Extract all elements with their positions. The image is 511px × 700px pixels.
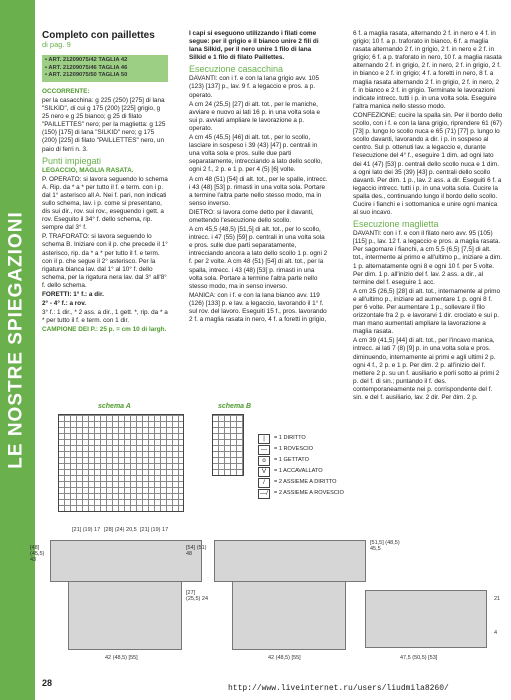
body-text: A cm 39 (41,5) [44] di alt. tot., per l'incavo manica, intrecc. ai lati 7 (8) [9] p. in una volta sola e pros. diminuendo, internamente ai primi e agli ultimi 2 p. ogni 4 f., 2 p. e 1 p. Per dim. 2 p. all'inizio del f. mettere 2 p. su un f. ausiliario e porli sotto ai primi 2 p. del f. di sin.; puntando il f. des. contemporaneamente nei p. corrispondente del f. sin. e del f. ausiliario, lav. 2 dir. Per dim. 2 p. bbox=[353, 337, 500, 402]
pattern-m3: [21] (19) 17 bbox=[140, 527, 169, 533]
article-subtitle: di pag. 9 bbox=[42, 40, 71, 49]
rovescio-icon: — bbox=[258, 445, 270, 455]
schema-b-title: schema B bbox=[218, 403, 252, 410]
body-text: A cm 45 (45,5) [46] di alt. tot., per lo scollo, lasciare in sospeso i 39 (43) [47] p. centrali in una volta sola e pros. sulle due parti separatamente, intrecciando a lato dello scollo, ogni 2 f., 2 p. e 1 p. per 4 (5) [6] volte. bbox=[189, 134, 323, 174]
body-text: 6 f. a maglia rasata, alternando 2 f. in nero e 4 f. in grigio; 10 f. a p. traforato in bianco, 6 f. a maglia rasata alternando 2 f. in grigio, 2 f. in nero e 2 f. in grigio; 6 f. a p. traforato in nero, 10 f. a maglia rasata alternando 2 f. in grigio, 2 f. in nero, 2 f. in grigio, 2 f. in bianco e 2 f. in grigio; 4 f. a foretti in nero, 8 f. a maglia rasata alternando 2 f. in grigio, 2 f. in nero, 2 f. in bianco e 2 f. in grigio. Terminate le lavorazioni indicate intrecc. tutti i p. in una volta sola. Eseguire l'altra manica nello stesso modo. bbox=[353, 30, 502, 110]
pattern-m2: [28] (24) 20,5 bbox=[104, 527, 137, 533]
pattern-neck: [54] (51) 48 bbox=[186, 545, 207, 557]
assieme-rov-icon: —/ bbox=[258, 489, 270, 499]
legend-label: = 1 ROVESCIO bbox=[274, 446, 314, 452]
legend-label: = 1 DIRITTO bbox=[274, 435, 306, 441]
campione-text: CAMPIONE DEI P.: 25 p. = cm 10 di largh. bbox=[42, 326, 167, 334]
accavallato-icon: V bbox=[258, 467, 270, 477]
legend bbox=[258, 433, 344, 499]
column-3 bbox=[353, 30, 503, 403]
schema-a-title: schema A bbox=[98, 403, 131, 410]
confezione-text: CONFEZIONE: cucire la spalla sin. Per il bordo dello scollo, con i f. e con la lana grigio, riprendere 61 (67) [73] p. lungo lo scollo nuca e 65 (71) [77] p. lungo lo scollo davanti, lavorando a dir. i p. in sospeso al centro. Sul p. ottenuti lav. a legaccio e, durante l'esecuzione del 4° f., eseguire 1 dim. ad ogni lato dei 41 (47) [53] p. centrali dello scollo nuca e 1 dim. a ogni lato dei 35 (39) [43] p. centrali dello scollo davanti. Per dim. 1 p., lav. 2 ass. a dir. Eseguiti 6 f. a legaccio intrecc. tutti i p. in una volta sola. Cucire la spalla des., continuando lungo il bordo dello scollo. Cucire i fianchi e i sottomanica e unire ogni manica al suo incavo. bbox=[353, 111, 503, 217]
intro-text: I capi si eseguono utilizzando i filati come segue: per il grigio e il bianco unire 2 fili di lana Silkid, per il nero unire 1 filo di lana Silkid e 1 filo di filato Paillettes. bbox=[189, 30, 319, 62]
davanti-text: DAVANTI: con i f. e con la lana grigio avv. 105 (123) [137] p., lav. 9 f. a legaccio e pros. a p. operato. bbox=[189, 75, 320, 99]
article-title: Completo con paillettes bbox=[42, 30, 155, 41]
footer-url[interactable]: http://www.liveinternet.ru/users/liudmila8260/ bbox=[228, 684, 449, 693]
legend-label: = 2 ASSIEME A DIRITTO bbox=[274, 479, 337, 485]
assieme-dir-icon: / bbox=[258, 478, 270, 488]
legaccio-text: LEGACCIO, MAGLIA RASATA. bbox=[42, 166, 134, 174]
manica-text: MANICA: con i f. e con la lana bianco avv. 119 (126) [133] p. e lav. a legaccio, lavorando il 1° f. sul rov. del lavoro. Eseguiti 15 f., pros. lavorando 2 f. a maglia rasata in nero, 4 f. a foretti in grigio, bbox=[189, 291, 327, 324]
p-operato-text: P. OPERATO: si lavora seguendo lo schema A. Rip. da * a * per tutto il f. e term. con i p. dal 1° asterisco all A. Nei f. pari, non indicati sullo schema, lav. i p. come si presentano, dis sui dir., rov. sui rov., eseguendo i gett. a rov. Eseguito il 34° f. dello schema, rip. sempre dal 3° f. bbox=[42, 175, 168, 232]
pattern-sleeve bbox=[365, 590, 487, 648]
body-text: A cm 48 (51) [54] di alt. tot., per le spalle, intrecc. i 43 (48) [53] p. rimasti in una volta sola. Portare a termine l'altra parte nello stesso modo, ma in senso inverso. bbox=[189, 175, 328, 207]
page-number: 28 bbox=[42, 678, 53, 688]
pattern-back-width: 42 (48,5) [55] bbox=[268, 655, 301, 661]
pattern-front-width: 42 (48,5) [55] bbox=[105, 655, 138, 661]
column-1 bbox=[42, 30, 168, 336]
sidebar-title: LE NOSTRE SPIEGAZIONI bbox=[6, 211, 28, 469]
legend-label: = 1 GETTATO bbox=[274, 457, 309, 463]
body-text: A cm 25 (26,5) [28] di alt. tot., internamente al primo e all'ultimo p., iniziare ad aumentare 1 p. ogni 8 f. per 6 volte. Per aumentare 1 p., sollevare il filo orizzontale fra 2 p. e lavorarvi 1 dir. crociato e sui p. man mano aumentati ampliare la lavorazione a maglia rasata. bbox=[353, 287, 501, 336]
pattern-sleeve-height: [51,5] (48,5) 45,5 bbox=[370, 540, 400, 552]
diritto-icon: | bbox=[258, 434, 270, 444]
davanti-text: DAVANTI: con i f. e con il filato nero avv. 95 (105) [115] p., lav. 12 f. a legaccio e pros. a maglia rasata. Per sagomare i fianchi, a cm 5,5 (6,5) [7,5] di alt. tot., intermente ai primo e all'ultimo p., iniziare a dim. 1 p. alternatamente ogni 8 e ogni 10 f. per 5 volte. Per dim. 1 p. all'inizio del f. lav. 2 ass. a dir., al termine del f. eseguire 1 acc. bbox=[353, 230, 502, 286]
column-2 bbox=[189, 30, 329, 325]
foretti-heading: FORETTI: 1° f.: a dir. bbox=[42, 291, 104, 299]
occorrente-text: per la casacchina: g 225 (250) [275] di lana "SILKID", di cui g 175 (200) [225] grigio, g 25 nero e g 25 bianco; g 25 di filato "PAILLETTES" nero; per la maglietta: g 125 (150) [175] di lana "SILKID" nero; g 175 (200) [225] di filato "PAILLETTES" nero, un paio di ferri n. 3. bbox=[42, 96, 166, 153]
punti-heading: Punti impiegati bbox=[42, 155, 102, 166]
pattern-center-height: [27] (25,5) 24 bbox=[186, 590, 209, 602]
gettato-icon: o bbox=[258, 456, 270, 466]
p-traforato-text: P. TRAFORATO: si lavora seguendo lo schema B. Iniziare con il p. che precede il 1° asterisco, rip. da * a * per tutto il f. e term. con il p. che segue il 2° asterisco. Per la rigatura bianca lav. dal 1° al 10° f. dello schema, per la rigatura nera lav. dal 3° all'8° f. dello schema. bbox=[42, 233, 168, 289]
dietro-text: DIETRO: si lavora come detto per il davanti, omettendo l'esecuzione dello scollo. bbox=[189, 208, 314, 224]
foretti-row3: 3° f.: 1 dir., * 2 ass. a dir., 1 gett. *, rip. da * a * per tutto il f. e term. con 1 dir. bbox=[42, 309, 168, 325]
pattern-height: [48] (45,5) 43 bbox=[30, 545, 45, 563]
casacchina-heading: Esecuzione casacchina bbox=[189, 64, 284, 75]
article-codes bbox=[42, 55, 168, 82]
body-text: A cm 45,5 (48,5) [51,5] di alt. tot., per lo scollo, intrecc. i 47 (55) [59] p. centrali in una volta sola e pros. sulle due parti separatamente, intrecciando ancora a lato dello scollo 1 p. ogni 2 f. per 2 volte. A cm 48 (51) [54] di alt. tot., per la spalla, intrecc. i 43 (48) [53] p. rimasti in una volta sola. Portare a termine l'altra parte nello stesso modo, ma in senso inverso. bbox=[189, 226, 328, 290]
legend-label: = 1 ACCAVALLATO bbox=[274, 468, 323, 474]
body-text: A cm 24 (25,5) [27] di alt. tot., per le maniche, avviare e nuovo ai lati 16 p. in una volta sola e sui p. avviati ampliare le lavorazione a p. operato. bbox=[189, 100, 321, 132]
pattern-sleeve-side2: 4 bbox=[494, 630, 498, 636]
schema-a-grid bbox=[58, 414, 184, 512]
legend-label: = 2 ASSIEME A ROVESCIO bbox=[274, 490, 344, 496]
schema-b-grid bbox=[212, 414, 244, 476]
pattern-sleeve-width: 47,5 (50,5) [53] bbox=[400, 655, 438, 661]
article-code: • ART. 21209075/46 TAGLIA 46 bbox=[45, 64, 128, 71]
article-code: • ART. 21209075/50 TAGLIA 50 bbox=[45, 72, 128, 79]
occorrente-heading: OCCORRENTE: bbox=[42, 87, 90, 95]
pattern-sleeve-side: 21 bbox=[494, 596, 501, 602]
pattern-front-sleeves bbox=[50, 540, 202, 582]
article-code: • ART. 21209075/42 TAGLIA 42 bbox=[45, 57, 128, 64]
maglietta-heading: Esecuzione maglietta bbox=[353, 219, 439, 230]
pattern-m1: [21] (19) 17 bbox=[72, 527, 101, 533]
pattern-back-sleeves bbox=[214, 540, 366, 582]
sidebar-band bbox=[0, 0, 35, 700]
foretti-row2: 2° - 4° f.: a rov. bbox=[42, 300, 87, 308]
